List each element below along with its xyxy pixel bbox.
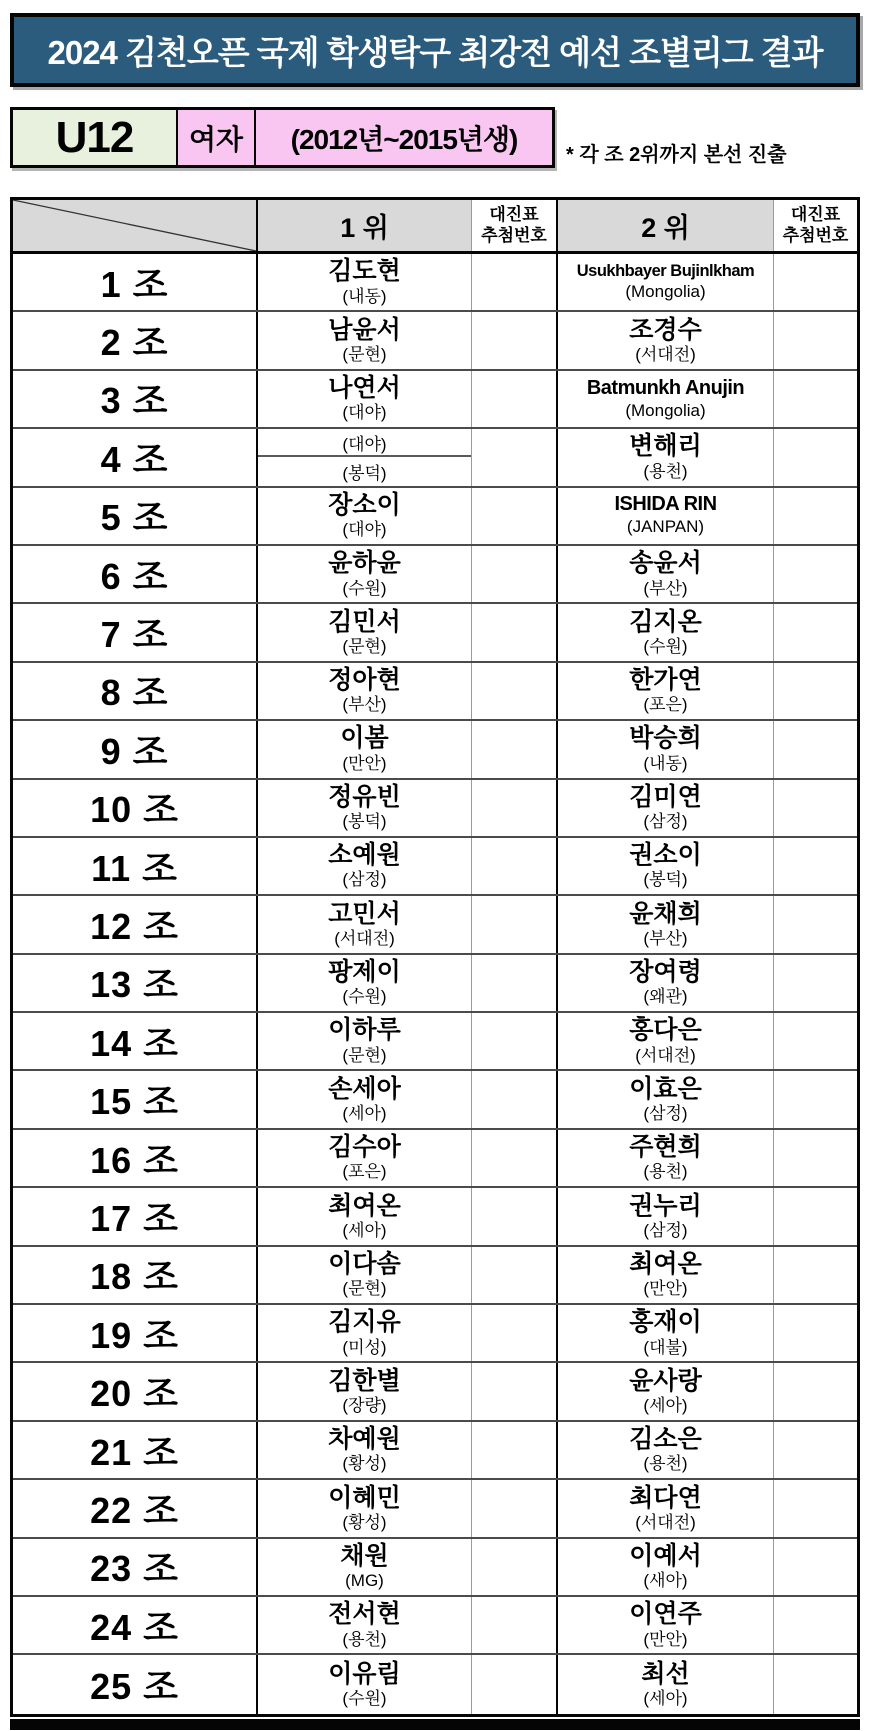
table-row — [13, 604, 857, 662]
second-place-cell — [558, 1071, 774, 1127]
first-place-cell — [258, 429, 472, 485]
group-label: 3 조 — [100, 380, 169, 422]
group-label: 10 조 — [90, 789, 179, 831]
second-place-club: (삼정) — [643, 1104, 688, 1124]
second-place-club: (포은) — [643, 695, 688, 715]
corner-diagonal-cell — [13, 200, 258, 251]
second-place-draw-number-cell — [774, 371, 857, 427]
col-header-first-place: 1 위 — [258, 200, 472, 251]
first-place-cell — [258, 371, 472, 427]
second-place-name: 주현희 — [629, 1133, 702, 1162]
second-place-draw-number-cell — [774, 780, 857, 836]
second-place-cell — [558, 1188, 774, 1244]
second-place-draw-number-cell — [774, 546, 857, 602]
bottom-divider-bar — [10, 1719, 860, 1730]
table-row — [13, 1188, 857, 1246]
second-place-name: Batmunkh Anujin — [586, 376, 745, 399]
second-place-draw-number-cell — [774, 312, 857, 368]
second-place-club: (서대전) — [635, 1045, 696, 1065]
second-place-cell — [558, 371, 774, 427]
group-label: 14 조 — [90, 1022, 179, 1064]
group-label-cell — [13, 663, 258, 719]
first-place-name: 이다솜 — [328, 1249, 401, 1278]
group-label-cell — [13, 1597, 258, 1653]
first-place-club: (황성) — [342, 1512, 387, 1532]
diagonal-line — [13, 200, 256, 251]
second-place-name: 권소이 — [629, 841, 702, 870]
second-place-name: 조경수 — [629, 315, 702, 344]
table-row — [13, 838, 857, 896]
group-label: 22 조 — [90, 1489, 179, 1531]
second-place-cell — [558, 663, 774, 719]
table-row — [13, 254, 857, 312]
first-place-cell — [258, 1363, 472, 1419]
first-place-name: 나연서 — [328, 374, 401, 403]
second-place-cell — [558, 1539, 774, 1595]
first-place-cell — [258, 1480, 472, 1536]
first-place-club: (문현) — [342, 1045, 387, 1065]
first-place-cell — [258, 1597, 472, 1653]
second-place-draw-number-cell — [774, 429, 857, 485]
group-label: 21 조 — [90, 1431, 179, 1473]
first-place-draw-number-cell — [472, 371, 558, 427]
table-row — [13, 429, 857, 487]
second-place-name: 김지온 — [629, 607, 702, 636]
advancement-note: * 각 조 2위까지 본선 진출 — [566, 144, 787, 166]
group-label-cell — [13, 1363, 258, 1419]
second-place-draw-number-cell — [774, 896, 857, 952]
first-place-name: 손세아 — [328, 1074, 401, 1103]
second-place-name: 이예서 — [629, 1541, 702, 1570]
second-place-club: (삼정) — [643, 812, 688, 832]
table-row — [13, 371, 857, 429]
group-label: 4 조 — [100, 438, 169, 480]
second-place-cell — [558, 312, 774, 368]
first-place-cell — [258, 838, 472, 894]
group-label-cell — [13, 1422, 258, 1478]
second-place-draw-number-cell — [774, 721, 857, 777]
category-block — [10, 107, 555, 168]
second-place-name: 박승희 — [629, 724, 702, 753]
second-place-draw-number-cell — [774, 1130, 857, 1186]
group-label: 13 조 — [90, 964, 179, 1006]
table-row — [13, 1539, 857, 1597]
first-place-club: (문현) — [342, 344, 387, 364]
group-label-cell — [13, 254, 258, 310]
second-place-draw-number-cell — [774, 663, 857, 719]
first-place-cell — [258, 721, 472, 777]
first-place-club: (세아) — [342, 1220, 387, 1240]
group-label-cell — [13, 1247, 258, 1303]
second-place-club: (수원) — [643, 636, 688, 656]
second-place-club: (만안) — [643, 1629, 688, 1649]
first-place-cell — [258, 1013, 472, 1069]
first-place-draw-number-cell — [472, 1655, 558, 1713]
group-label-cell — [13, 1130, 258, 1186]
first-place-name: 고민서 — [328, 899, 401, 928]
second-place-cell — [558, 546, 774, 602]
draw-header-line2: 추첨번호 — [782, 225, 849, 245]
first-place-club: (용천) — [342, 1629, 387, 1649]
group-label-cell — [13, 312, 258, 368]
second-place-cell — [558, 429, 774, 485]
group-label-cell — [13, 1013, 258, 1069]
group-label: 6 조 — [100, 555, 169, 597]
second-place-draw-number-cell — [774, 254, 857, 310]
table-row — [13, 1422, 857, 1480]
first-place-name: 이하루 — [328, 1016, 401, 1045]
table-row — [13, 1013, 857, 1071]
first-place-name: 팡제이 — [328, 957, 401, 986]
table-row — [13, 488, 857, 546]
first-place-cell — [258, 546, 472, 602]
first-place-draw-number-cell — [472, 663, 558, 719]
first-place-draw-number-cell — [472, 1071, 558, 1127]
second-place-draw-number-cell — [774, 1305, 857, 1361]
second-place-club: (봉덕) — [643, 870, 688, 890]
group-label: 18 조 — [90, 1256, 179, 1298]
table-row — [13, 955, 857, 1013]
first-place-draw-number-cell — [472, 1480, 558, 1536]
table-row — [13, 721, 857, 779]
second-place-draw-number-cell — [774, 955, 857, 1011]
second-place-cell — [558, 721, 774, 777]
second-place-cell — [558, 1130, 774, 1186]
second-place-name: 김소은 — [629, 1425, 702, 1454]
col-header-draw-number-2 — [774, 200, 857, 251]
gender-badge: 여자 — [176, 110, 254, 165]
group-label: 19 조 — [90, 1314, 179, 1356]
first-place-draw-number-cell — [472, 1422, 558, 1478]
group-label: 16 조 — [90, 1139, 179, 1181]
group-label: 8 조 — [100, 672, 169, 714]
first-place-cell — [258, 1071, 472, 1127]
first-place-name: 소예원 — [328, 841, 401, 870]
second-place-name: 송윤서 — [629, 549, 702, 578]
second-place-name: 홍재이 — [629, 1308, 702, 1337]
first-place-cell — [258, 1539, 472, 1595]
first-place-name: 이봄 — [340, 724, 389, 753]
second-place-name: 권누리 — [629, 1191, 702, 1220]
second-place-name: 장여령 — [629, 957, 702, 986]
second-place-draw-number-cell — [774, 1363, 857, 1419]
first-place-cell — [258, 488, 472, 544]
second-place-cell — [558, 1247, 774, 1303]
group-label: 11 조 — [91, 847, 178, 889]
group-label: 17 조 — [90, 1197, 179, 1239]
table-row — [13, 546, 857, 604]
table-row — [13, 1305, 857, 1363]
second-place-cell — [558, 838, 774, 894]
second-place-draw-number-cell — [774, 604, 857, 660]
second-place-cell — [558, 1480, 774, 1536]
second-place-name: 변해리 — [629, 432, 702, 461]
second-place-name: 최다연 — [629, 1483, 702, 1512]
first-place-draw-number-cell — [472, 838, 558, 894]
table-row — [13, 1597, 857, 1655]
first-place-club: (내동) — [342, 286, 387, 306]
group-label: 2 조 — [100, 322, 169, 364]
first-place-draw-number-cell — [472, 254, 558, 310]
table-row — [13, 1130, 857, 1188]
second-place-club: (왜관) — [643, 987, 688, 1007]
second-place-club: (Mongolia) — [625, 400, 706, 420]
group-label: 5 조 — [100, 497, 169, 539]
first-place-club: (서대전) — [334, 928, 395, 948]
first-place-cell — [258, 780, 472, 836]
second-place-club: (내동) — [643, 753, 688, 773]
second-place-club: (세아) — [643, 1688, 688, 1708]
first-place-draw-number-cell — [472, 955, 558, 1011]
second-place-club: (부산) — [643, 928, 688, 948]
second-place-draw-number-cell — [774, 1480, 857, 1536]
first-place-cell — [258, 896, 472, 952]
group-label: 1 조 — [100, 263, 169, 305]
second-place-draw-number-cell — [774, 1422, 857, 1478]
second-place-name: 홍다은 — [629, 1016, 702, 1045]
second-place-name: Usukhbayer Bujinlkham — [576, 261, 755, 280]
second-place-cell — [558, 1013, 774, 1069]
first-place-cell — [258, 1188, 472, 1244]
first-place-club: (세아) — [342, 1104, 387, 1124]
first-place-club: (봉덕) — [342, 812, 387, 832]
group-label-cell — [13, 371, 258, 427]
group-label: 24 조 — [90, 1606, 179, 1648]
group-label: 25 조 — [90, 1666, 179, 1708]
page-title: 2024 김천오픈 국제 학생탁구 최강전 예선 조별리그 결과 — [10, 13, 860, 87]
group-label-cell — [13, 780, 258, 836]
table-row — [13, 1247, 857, 1305]
group-label-cell — [13, 429, 258, 485]
group-label-cell — [13, 604, 258, 660]
first-place-club: (MG) — [345, 1571, 384, 1591]
second-place-club: (용천) — [643, 461, 688, 481]
first-place-draw-number-cell — [472, 1597, 558, 1653]
group-label-cell — [13, 721, 258, 777]
first-place-draw-number-cell — [472, 1247, 558, 1303]
group-label: 15 조 — [90, 1081, 179, 1123]
group-label-cell — [13, 1188, 258, 1244]
first-place-draw-number-cell — [472, 1305, 558, 1361]
group-label: 12 조 — [90, 905, 179, 947]
first-place-name: 김지유 — [328, 1308, 401, 1337]
second-place-cell — [558, 488, 774, 544]
first-place-club: (수원) — [342, 578, 387, 598]
first-place-cell — [258, 1422, 472, 1478]
first-place-draw-number-cell — [472, 1539, 558, 1595]
first-place-draw-number-cell — [472, 780, 558, 836]
first-place-club-bottom: (봉덕) — [342, 463, 387, 483]
first-place-name: 최여온 — [328, 1191, 401, 1220]
first-place-club: (장량) — [342, 1395, 387, 1415]
birth-years-label: (2012년~2015년생) — [254, 110, 552, 165]
second-place-cell — [558, 254, 774, 310]
second-place-cell — [558, 1422, 774, 1478]
second-place-club: (만안) — [643, 1279, 688, 1299]
second-place-cell — [558, 896, 774, 952]
second-place-draw-number-cell — [774, 1655, 857, 1713]
first-place-name: 이유림 — [328, 1659, 401, 1688]
first-place-cell — [258, 254, 472, 310]
group-label-cell — [13, 1305, 258, 1361]
second-place-club: (세아) — [643, 1395, 688, 1415]
first-place-name: 김수아 — [328, 1133, 401, 1162]
second-place-cell — [558, 604, 774, 660]
second-place-name: 최여온 — [629, 1249, 702, 1278]
second-place-club: (부산) — [643, 578, 688, 598]
first-place-draw-number-cell — [472, 1013, 558, 1069]
table-header-row — [13, 200, 857, 254]
first-place-name: 정아현 — [328, 666, 401, 695]
first-place-name: 차예원 — [328, 1425, 401, 1454]
first-place-name: 김도현 — [328, 257, 401, 286]
results-table — [10, 197, 860, 1717]
first-place-name: 김한별 — [328, 1366, 401, 1395]
second-place-name: 윤채희 — [629, 899, 702, 928]
first-place-name: 김민서 — [328, 607, 401, 636]
second-place-name: 이효은 — [629, 1074, 702, 1103]
second-place-draw-number-cell — [774, 838, 857, 894]
first-place-club: (문현) — [342, 1279, 387, 1299]
first-place-draw-number-cell — [472, 546, 558, 602]
first-place-cell — [258, 1305, 472, 1361]
first-place-draw-number-cell — [472, 604, 558, 660]
group-label-cell — [13, 955, 258, 1011]
group-label-cell — [13, 1539, 258, 1595]
first-place-name: 윤하윤 — [328, 549, 401, 578]
draw-header-line1: 대진표 — [790, 204, 841, 224]
group-label: 23 조 — [90, 1548, 179, 1590]
table-row — [13, 1363, 857, 1421]
group-label-cell — [13, 1071, 258, 1127]
second-place-name: 이연주 — [629, 1600, 702, 1629]
first-place-name: 전서현 — [328, 1600, 401, 1629]
second-place-club: (용천) — [643, 1162, 688, 1182]
col-header-second-place: 2 위 — [558, 200, 774, 251]
first-place-name: 정유빈 — [328, 782, 401, 811]
first-place-club: (대야) — [342, 520, 387, 540]
second-place-name: 한가연 — [629, 666, 702, 695]
group-label: 20 조 — [90, 1373, 179, 1415]
first-place-club: (미성) — [342, 1337, 387, 1357]
first-place-cell — [258, 1655, 472, 1713]
first-place-name: 이혜민 — [328, 1483, 401, 1512]
second-place-draw-number-cell — [774, 488, 857, 544]
first-place-club: (문현) — [342, 636, 387, 656]
group-label-cell — [13, 838, 258, 894]
second-place-club: (삼정) — [643, 1220, 688, 1240]
second-place-club: (새아) — [643, 1571, 688, 1591]
second-place-club: (JANPAN) — [626, 517, 705, 537]
second-place-draw-number-cell — [774, 1071, 857, 1127]
table-row — [13, 1655, 857, 1713]
table-body — [13, 254, 857, 1714]
group-label-cell — [13, 546, 258, 602]
second-place-club: (서대전) — [635, 1512, 696, 1532]
table-row — [13, 780, 857, 838]
first-place-draw-number-cell — [472, 1130, 558, 1186]
first-place-draw-number-cell — [472, 1188, 558, 1244]
group-label-cell — [13, 1655, 258, 1713]
first-place-draw-number-cell — [472, 896, 558, 952]
first-place-cell — [258, 1247, 472, 1303]
second-place-cell — [558, 955, 774, 1011]
draw-header-line2: 추첨번호 — [481, 225, 547, 245]
second-place-name: 윤사랑 — [629, 1366, 702, 1395]
first-place-club: (수원) — [342, 1688, 387, 1708]
first-place-name: 장소이 — [328, 490, 401, 519]
division-badge: U12 — [13, 110, 176, 165]
table-row — [13, 312, 857, 370]
second-place-cell — [558, 1363, 774, 1419]
draw-header-line1: 대진표 — [489, 204, 539, 224]
first-place-club-top: (대야) — [258, 429, 471, 457]
first-place-club: (수원) — [342, 987, 387, 1007]
first-place-name: 남윤서 — [328, 315, 401, 344]
first-place-draw-number-cell — [472, 721, 558, 777]
first-place-draw-number-cell — [472, 1363, 558, 1419]
second-place-club: (대불) — [643, 1337, 688, 1357]
second-place-club: (Mongolia) — [625, 282, 706, 302]
second-place-cell — [558, 1597, 774, 1653]
first-place-club: (대야) — [342, 403, 387, 423]
second-place-draw-number-cell — [774, 1013, 857, 1069]
second-place-draw-number-cell — [774, 1247, 857, 1303]
first-place-club: (황성) — [342, 1454, 387, 1474]
first-place-cell — [258, 312, 472, 368]
first-place-draw-number-cell — [472, 429, 558, 485]
first-place-club: (삼정) — [342, 870, 387, 890]
category-row — [10, 107, 860, 168]
first-place-cell — [258, 604, 472, 660]
group-label: 7 조 — [100, 614, 169, 656]
first-place-club: (만안) — [342, 753, 387, 773]
table-row — [13, 1071, 857, 1129]
second-place-cell — [558, 1655, 774, 1713]
first-place-cell — [258, 1130, 472, 1186]
second-place-draw-number-cell — [774, 1188, 857, 1244]
col-header-draw-number-1 — [472, 200, 558, 251]
second-place-name: 최선 — [641, 1659, 690, 1688]
first-place-draw-number-cell — [472, 488, 558, 544]
group-label-cell — [13, 1480, 258, 1536]
first-place-draw-number-cell — [472, 312, 558, 368]
first-place-cell — [258, 955, 472, 1011]
first-place-club: (부산) — [342, 695, 387, 715]
table-row — [13, 1480, 857, 1538]
second-place-club: (서대전) — [635, 344, 696, 364]
second-place-cell — [558, 1305, 774, 1361]
group-label-cell — [13, 896, 258, 952]
second-place-club: (용천) — [643, 1454, 688, 1474]
second-place-name: ISHIDA RIN — [614, 493, 717, 516]
second-place-draw-number-cell — [774, 1597, 857, 1653]
first-place-club: (포은) — [342, 1162, 387, 1182]
group-label-cell — [13, 488, 258, 544]
second-place-draw-number-cell — [774, 1539, 857, 1595]
table-row — [13, 896, 857, 954]
first-place-cell — [258, 663, 472, 719]
second-place-name: 김미연 — [629, 782, 702, 811]
first-place-name: 채원 — [340, 1541, 389, 1570]
group-label: 9 조 — [100, 730, 169, 772]
table-row — [13, 663, 857, 721]
second-place-cell — [558, 780, 774, 836]
